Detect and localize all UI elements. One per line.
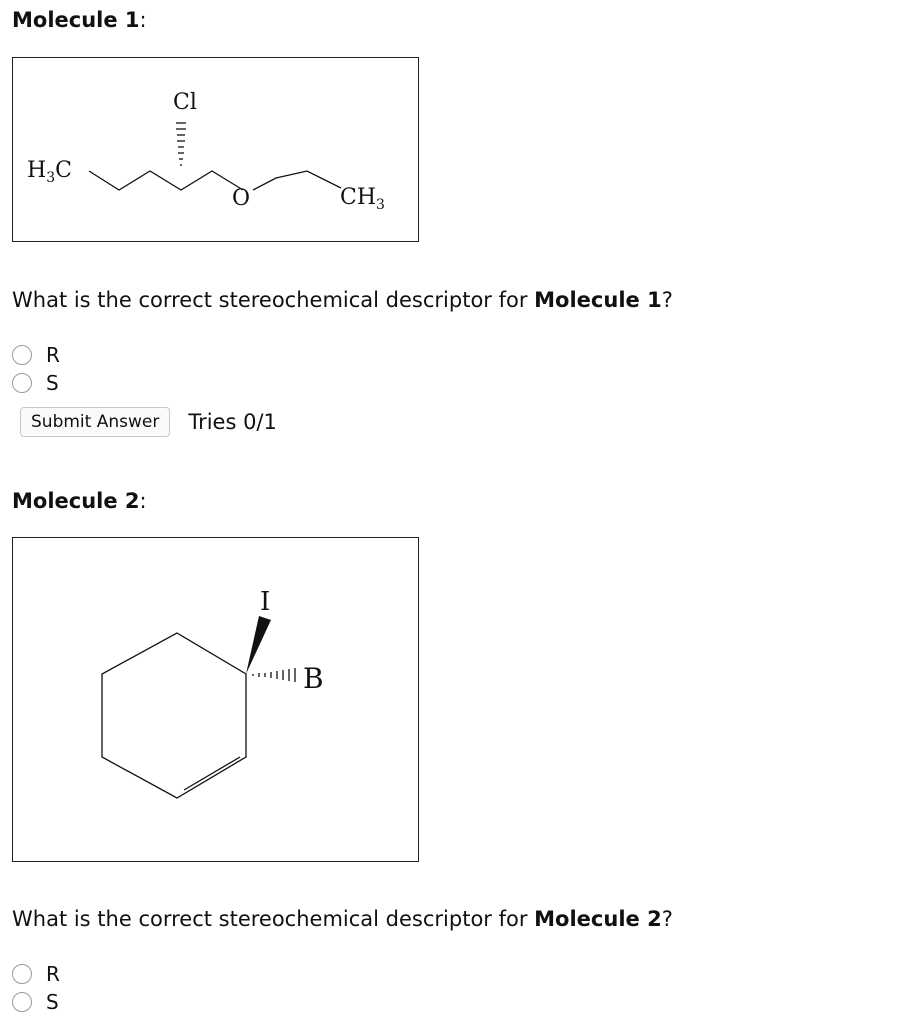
question-1-option-r-label: R <box>46 343 60 367</box>
molecule-2-heading <box>12 489 147 513</box>
iodine-label: I <box>260 587 271 617</box>
question-2-mark: ? <box>661 907 673 931</box>
boron-label: B <box>303 662 324 695</box>
question-1 <box>12 288 673 312</box>
chlorine-label: Cl <box>173 90 197 115</box>
ch3-label: $CH_3$ <box>340 185 385 213</box>
molecule-2-svg <box>13 538 418 861</box>
question-1-mark: ? <box>661 288 673 312</box>
question-1-radio-s[interactable] <box>12 373 32 393</box>
h3c-label: $H_3C$ <box>27 158 72 186</box>
question-1-option-s-label: S <box>46 371 59 395</box>
question-2-option-s-label: S <box>46 990 59 1014</box>
molecule-1-heading-colon: : <box>139 8 147 32</box>
solid-wedge-i <box>246 616 271 674</box>
question-2-radio-r[interactable] <box>12 964 32 984</box>
question-1-submit-row <box>20 407 277 437</box>
molecule-1-structure <box>12 57 419 242</box>
molecule-1-svg <box>13 58 418 241</box>
double-bond-line <box>184 757 240 790</box>
question-2-radio-s[interactable] <box>12 992 32 1012</box>
question-2-option-r[interactable] <box>12 960 60 988</box>
oxygen-label: O <box>232 186 251 211</box>
chain-bond-2 <box>253 171 341 190</box>
question-2-options <box>12 960 60 1016</box>
question-2-option-r-label: R <box>46 962 60 986</box>
question-1-option-s[interactable] <box>12 369 60 397</box>
molecule-2-structure <box>12 537 419 862</box>
hashed-wedge-cl <box>176 123 186 165</box>
molecule-1-heading <box>12 8 147 32</box>
question-1-options <box>12 341 60 397</box>
question-2-option-s[interactable] <box>12 988 60 1016</box>
cyclohexene-ring <box>102 633 246 798</box>
question-2-molecule-name: Molecule 2 <box>534 907 662 931</box>
question-2 <box>12 907 673 931</box>
molecule-1-heading-name: Molecule 1 <box>12 8 140 32</box>
hashed-wedge-b <box>253 668 295 682</box>
chain-bond-1 <box>89 171 243 190</box>
question-1-text: What is the correct stereochemical descriptor for <box>12 288 535 312</box>
question-2-text: What is the correct stereochemical descriptor for <box>12 907 535 931</box>
molecule-2-heading-name: Molecule 2 <box>12 489 140 513</box>
question-1-radio-r[interactable] <box>12 345 32 365</box>
question-1-option-r[interactable] <box>12 341 60 369</box>
tries-counter: Tries 0/1 <box>188 410 277 434</box>
question-1-molecule-name: Molecule 1 <box>534 288 662 312</box>
molecule-2-heading-colon: : <box>139 489 147 513</box>
submit-answer-button[interactable]: Submit Answer <box>20 407 170 437</box>
